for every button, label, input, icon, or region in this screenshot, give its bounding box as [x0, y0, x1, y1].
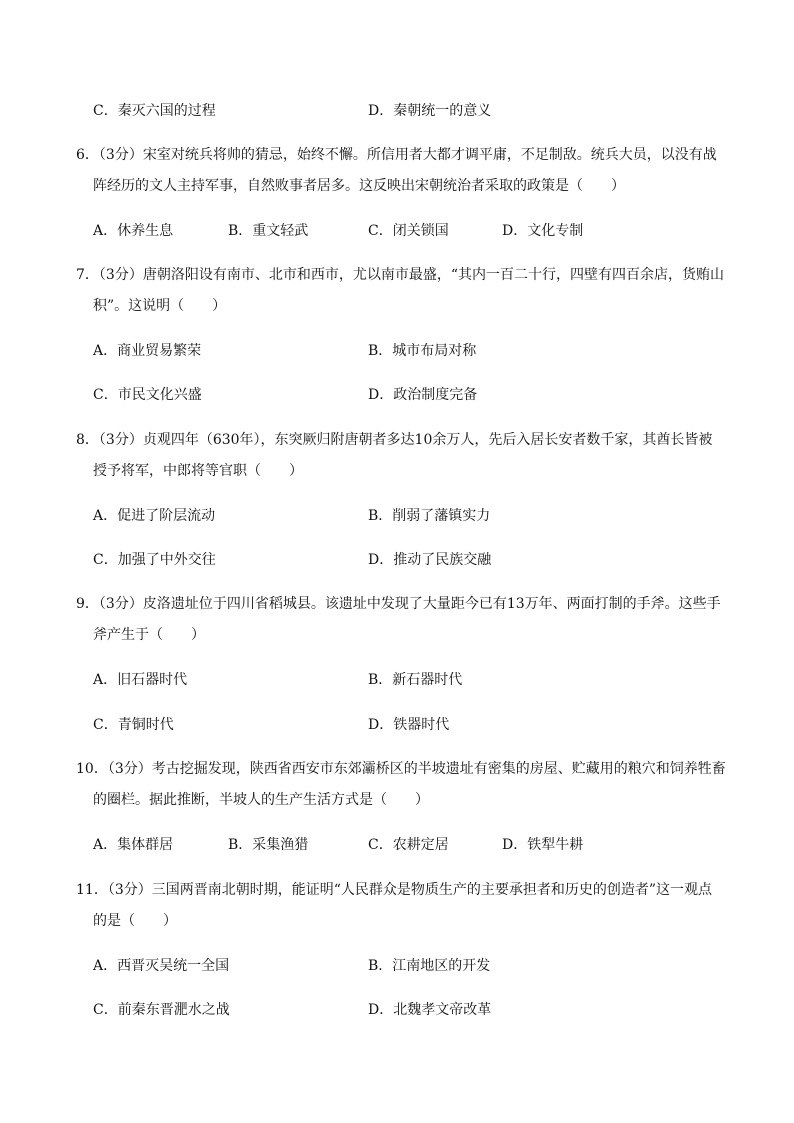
q8-option-d: D．推动了民族交融	[368, 552, 492, 568]
q8-option-c: C．加强了中外交往	[93, 552, 216, 568]
q11-stem-line-1: 11．（3分）三国两晋南北朝时期，能证明“人民群众是物质生产的主要承担者和历史的创造者”这一观点	[76, 882, 713, 898]
q5-option-d: D．秦朝统一的意义	[368, 103, 492, 119]
q6-stem-line-1: 6．（3分）宋室对统兵将帅的猜忌，始终不懈。所信用者大都才调平庸，不足制敌。统兵大员，以没有战	[76, 147, 717, 163]
q7-option-c: C．市民文化兴盛	[93, 387, 202, 403]
q9-option-c: C．青铜时代	[93, 717, 174, 733]
q5-option-c: C．秦灭六国的过程	[93, 103, 216, 119]
q10-stem-line-1: 10．（3分）考古挖掘发现，陕西省西安市东郊灞桥区的半坡遗址有密集的房屋、贮藏用的粮穴和饲养牲畜	[76, 761, 726, 777]
q9-stem-line-1: 9．（3分）皮洛遗址位于四川省稻城县。该遗址中发现了大量距今已有13万年、两面打制的手斧。这些手	[76, 596, 721, 612]
q11-option-d: D．北魏孝文帝改革	[368, 1002, 492, 1018]
q7-stem-line-2: 积”。这说明（ ）	[93, 298, 227, 314]
q11-option-b: B．江南地区的开发	[368, 958, 491, 974]
q7-option-a: A．商业贸易繁荣	[93, 343, 202, 359]
q10-option-d: D．铁犁牛耕	[502, 837, 584, 853]
q8-option-b: B．削弱了藩镇实力	[368, 508, 491, 524]
q11-option-a: A．西晋灭吴统一全国	[93, 958, 230, 974]
q11-stem-line-2: 的是（ ）	[93, 913, 177, 929]
q10-stem-line-2: 的圈栏。据此推断，半坡人的生产生活方式是（ ）	[93, 792, 429, 808]
q6-stem-line-2: 阵经历的文人主持军事，自然败事者居多。这反映出宋朝统治者采取的政策是（ ）	[93, 178, 625, 194]
q9-option-a: A．旧石器时代	[93, 672, 188, 688]
q10-option-a: A．集体群居	[93, 837, 174, 853]
q8-stem-line-1: 8．（3分）贞观四年（630年），东突厥归附唐朝者多达10余万人，先后入居长安者数千家，其酋长皆被	[76, 432, 713, 448]
q6-option-d: D．文化专制	[502, 223, 584, 239]
q8-stem-line-2: 授予将军，中郎将等官职（ ）	[93, 463, 303, 479]
q6-option-a: A．休养生息	[93, 223, 174, 239]
q9-option-b: B．新石器时代	[368, 672, 463, 688]
q8-option-a: A．促进了阶层流动	[93, 508, 216, 524]
q9-option-d: D．铁器时代	[368, 717, 450, 733]
q9-stem-line-2: 斧产生于（ ）	[93, 627, 205, 643]
q7-stem-line-1: 7．（3分）唐朝洛阳设有南市、北市和西市，尤以南市最盛，“其内一百二十行，四壁有四百余店，货贿山	[76, 267, 724, 283]
q10-option-c: C．农耕定居	[368, 837, 449, 853]
q6-option-c: C．闭关锁国	[368, 223, 449, 239]
q11-option-c: C．前秦东晋淝水之战	[93, 1002, 230, 1018]
q7-option-d: D．政治制度完备	[368, 387, 478, 403]
q10-option-b: B．采集渔猎	[228, 837, 309, 853]
q6-option-b: B．重文轻武	[228, 223, 309, 239]
q7-option-b: B．城市布局对称	[368, 343, 477, 359]
